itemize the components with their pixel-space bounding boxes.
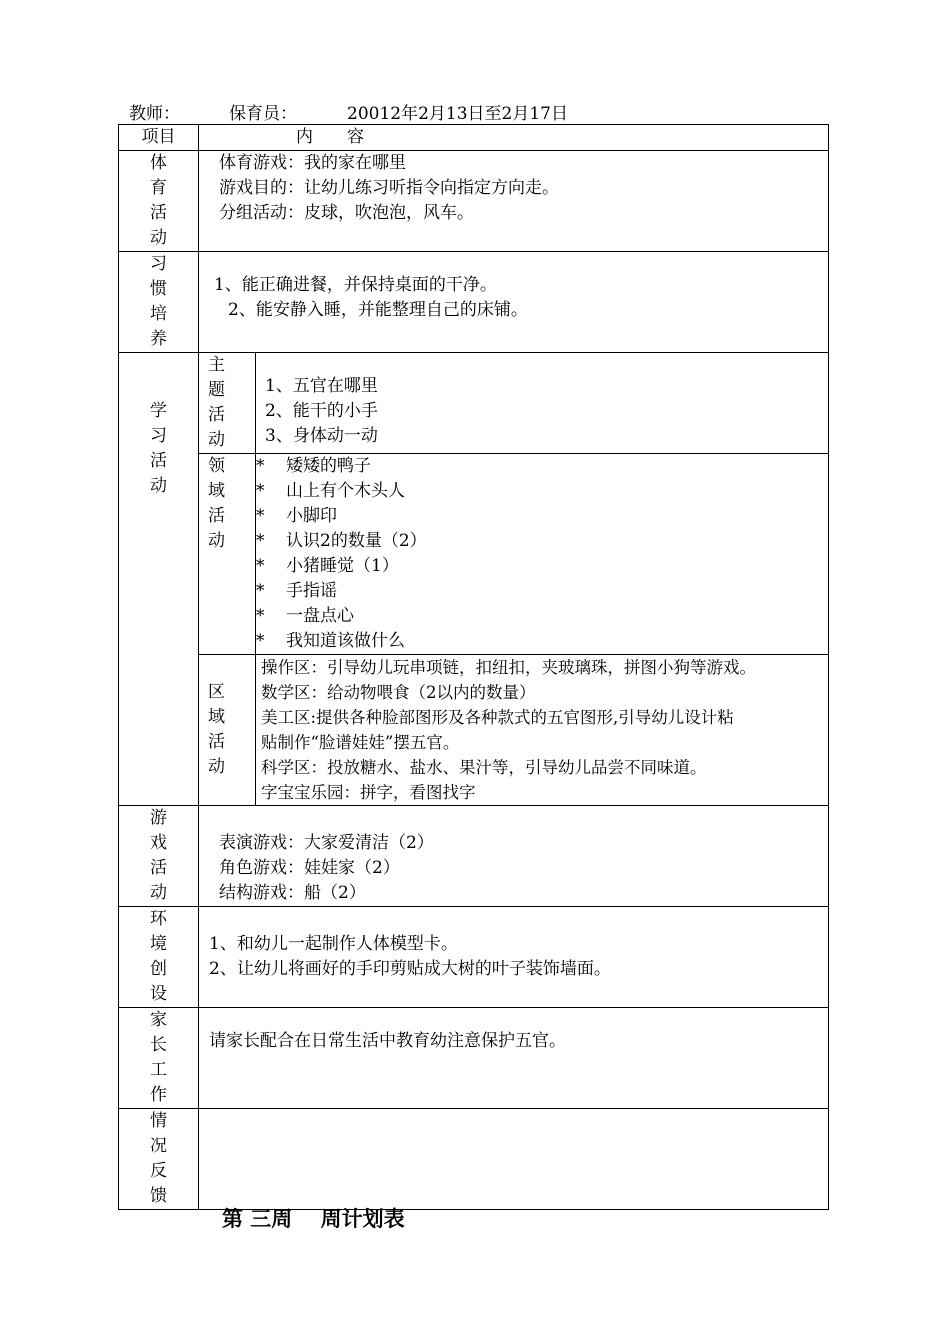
feedback-content (199, 1109, 829, 1210)
pe-label: 体 育 活 动 (119, 151, 199, 252)
environment-label: 环 境 创 设 (119, 907, 199, 1008)
teacher-label: 教师： (129, 104, 180, 124)
learning-area-row (119, 655, 829, 806)
area-activity-content: 操作区：引导幼儿玩串项链，扣纽扣，夹玻璃珠，拼图小狗等游戏。 数学区：给动物喂食（2以内的数量） 美工区:提供各种脸部图形及各种款式的五官图形,引导幼儿设计粘 贴制作“脸谱娃娃”摆五官。 科学区：投放糖水、盐水、果汁等，引导幼儿品尝不同味道。 字宝宝乐园：拼字，看图找字 (256, 655, 829, 806)
games-content: 表演游戏：大家爱清洁（2） 角色游戏：娃娃家（2） 结构游戏：船（2） (199, 806, 829, 907)
list-item: * 认识2的数量（2） (256, 531, 427, 551)
content-column-header: 内 容 (199, 125, 829, 151)
learning-theme-row (119, 353, 829, 454)
parents-label: 家 长 工 作 (119, 1008, 199, 1109)
item-column-header: 项目 (119, 125, 199, 151)
feedback-row (119, 1109, 829, 1210)
list-item: * 山上有个木头人 (256, 481, 405, 501)
list-item: * 我知道该做什么 (256, 631, 405, 651)
list-item: * 小脚印 (256, 506, 337, 526)
theme-activity-content: 1、五官在哪里 2、能干的小手 3、身体动一动 (256, 353, 829, 454)
list-item: * 矮矮的鸭子 (256, 456, 371, 476)
domain-activity-content (256, 454, 829, 655)
plan-title: 第 三周 周计划表 (222, 1207, 405, 1231)
parents-content: 请家长配合在日常生活中教育幼注意保护五官。 (199, 1008, 829, 1109)
games-row (119, 806, 829, 907)
feedback-label: 情 况 反 馈 (119, 1109, 199, 1210)
weekly-plan-table (118, 124, 829, 1210)
habits-label: 习 惯 培 养 (119, 252, 199, 353)
learning-label: 学 习 活 动 (119, 353, 199, 806)
area-activity-label: 区 域 活 动 (199, 655, 256, 806)
plan-header (129, 99, 829, 123)
theme-activity-label: 主 题 活 动 (199, 353, 256, 454)
games-label: 游 戏 活 动 (119, 806, 199, 907)
date-range: 20012年2月13日至2月17日 (347, 104, 568, 124)
list-item: * 手指谣 (256, 581, 337, 601)
pe-row (119, 151, 829, 252)
habits-content: 1、能正确进餐，并保持桌面的干净。 2、能安静入睡，并能整理自己的床铺。 (199, 252, 829, 353)
domain-activity-label: 领 域 活 动 (199, 454, 256, 655)
list-item: * 小猪睡觉（1） (256, 556, 399, 576)
habits-row (119, 252, 829, 353)
list-item: * 一盘点心 (256, 606, 354, 626)
environment-row (119, 907, 829, 1008)
parents-row (119, 1008, 829, 1109)
pe-content: 体育游戏：我的家在哪里 游戏目的：让幼儿练习听指令向指定方向走。 分组活动：皮球，吹泡泡，风车。 (199, 151, 829, 252)
learning-domain-row (119, 454, 829, 655)
nurse-label: 保育员： (229, 104, 297, 124)
table-header-row (119, 125, 829, 151)
environment-content: 1、和幼儿一起制作人体模型卡。 2、让幼儿将画好的手印剪贴成大树的叶子装饰墙面。 (199, 907, 829, 1008)
